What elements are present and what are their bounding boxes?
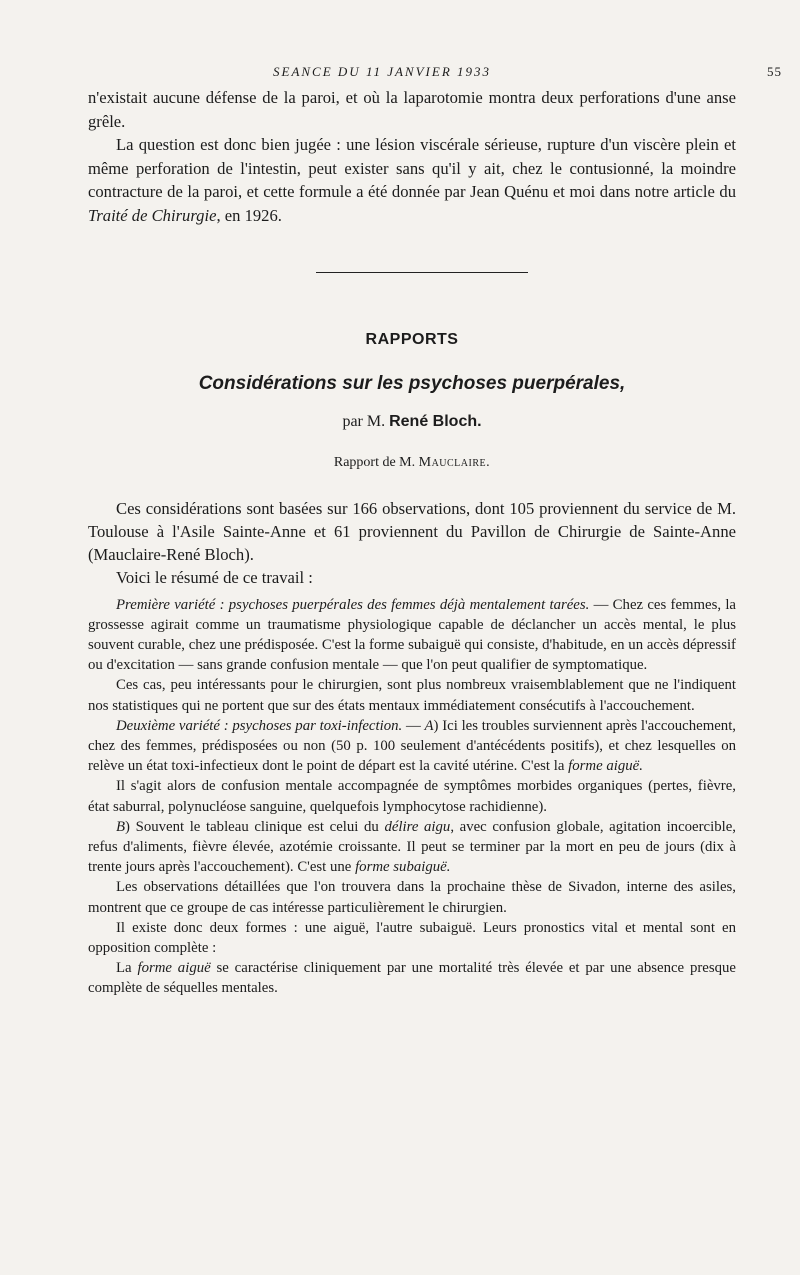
body-section [88,497,736,589]
body-paragraph-2: Voici le résumé de ce travail : [116,567,313,587]
variety-b-text-2: , avec confusion globale, agitation incoercible, refus d'aliments, fièvre élevée, azotémie croissante. Il peut se terminer par la mort en peu de jours (dix à trente jours après l'accouchement). C'est une [88,818,736,876]
last-paragraph-b: se caractérise cliniquement par une mortalité très élevée et par une absence presque complète de séquelles mentales. [88,960,736,997]
section-divider [316,272,528,273]
intro-paragraph-2 [88,133,736,227]
confusion-paragraph: Il s'agit alors de confusion mentale accompagnée de symptômes morbides organiques (pertes, fièvre, état saburral, polynucléose sanguine, quelquefois lymphocytose rachidienne). [88,778,736,815]
two-forms-paragraph: Il existe donc deux formes : une aiguë, l'autre subaiguë. Leurs pronostics vital et mental sont en opposition complète : [88,919,736,957]
running-title: SEANCE DU 11 JANVIER 1933 [273,64,492,79]
variety-b-label: B [116,818,126,835]
page-number: 55 [767,64,782,79]
intro-section [88,86,736,228]
last-paragraph [88,958,736,998]
last-paragraph-form: forme aiguë [137,960,211,977]
variety-b-delire: délire aigu [384,818,451,835]
byline [88,413,736,431]
variety-1-label: Première variété : psychoses puerpérales des femmes déjà mentalement tarées. [116,596,590,613]
variety-2-label: Deuxième variété : psychoses par toxi-infection. [116,717,403,734]
body-paragraph-1: Ces considérations sont basées sur 166 observations, dont 105 proviennent du service de M. Toulouse à l'Asile Sainte-Anne et 61 proviennent du Pavillon de Chirurgie de Sainte-Anne (Mauclaire-René Bloch). [88,498,736,564]
summary-section [88,595,736,999]
intro-paragraph-1: n'existait aucune défense de la paroi, et où la laparotomie montra deux perforations d'une anse grêle. [88,88,736,131]
report-prefix: Rapport de M. [333,454,416,470]
running-head [88,60,782,86]
intro-paragraph-2-text: La question est donc bien jugée : une lésion viscérale sérieuse, rupture d'un viscère plein et même perforation de l'intestin, peut exister sans qu'il y ait, chez le contusionné, la moindre contracture de la paroi, et cette formule a été donnée par Jean Quénu et moi dans notre article du [88,135,736,202]
variety-2-form: forme aiguë. [568,758,643,775]
variety-b-text-1: ) Souvent le tableau clinique est celui du [125,818,385,835]
last-paragraph-a: La [116,960,138,977]
byline-prefix: par M. [342,412,386,430]
section-heading: RAPPORTS [365,330,459,348]
report-by [88,455,736,471]
variety-2-dash: — [402,717,425,734]
variety-b-paragraph [88,817,736,878]
variety-1-paragraph [88,595,736,676]
observations-paragraph: Les observations détaillées que l'on trouvera dans la prochaine thèse de Sivadon, interne des asiles, montrent que ce groupe de cas intéresse particulièrement le chirurgien. [88,879,736,916]
intro-paragraph-2-end: , en 1926. [216,205,282,225]
variety-2-a-label: A [424,717,434,734]
intro-reference: Traité de Chirurgie [88,205,217,225]
cases-paragraph: Ces cas, peu intéressants pour le chirurgien, sont plus nombreux vraisemblablement que ne l'indiquent nos statistiques qui ne portent que sur des états mentaux immédiatement consécutifs à l'accouchement. [88,677,736,714]
author-name: René Bloch. [389,412,482,430]
document-page [88,60,782,999]
reporter-name: Mauclaire. [418,454,491,470]
variety-2-text: ) Ici les troubles surviennent après l'accouchement, chez des femmes, prédisposées ou non (50 p. 100 seulement d'antécédents positifs), et chez lesquelles on relève un état toxi-infectieux dont le point de départ est la cavité utérine. C'est la [88,717,737,775]
article-title: Considérations sur les psychoses puerpérales, [198,372,626,394]
variety-b-form: forme subaiguë. [355,859,451,876]
variety-2-paragraph [88,716,736,777]
variety-1-text: — Chez ces femmes, la grossesse agirait comme un traumatisme physiologique capable de déclancher un accès mental, le plus souvent curable, chez une prédisposée. C'est la forme subaiguë qui consiste, d'habitude, en un accès dépressif ou d'excitation — sans grande confusion mentale — que l'on peut qualifier de symptomatique. [88,596,737,674]
